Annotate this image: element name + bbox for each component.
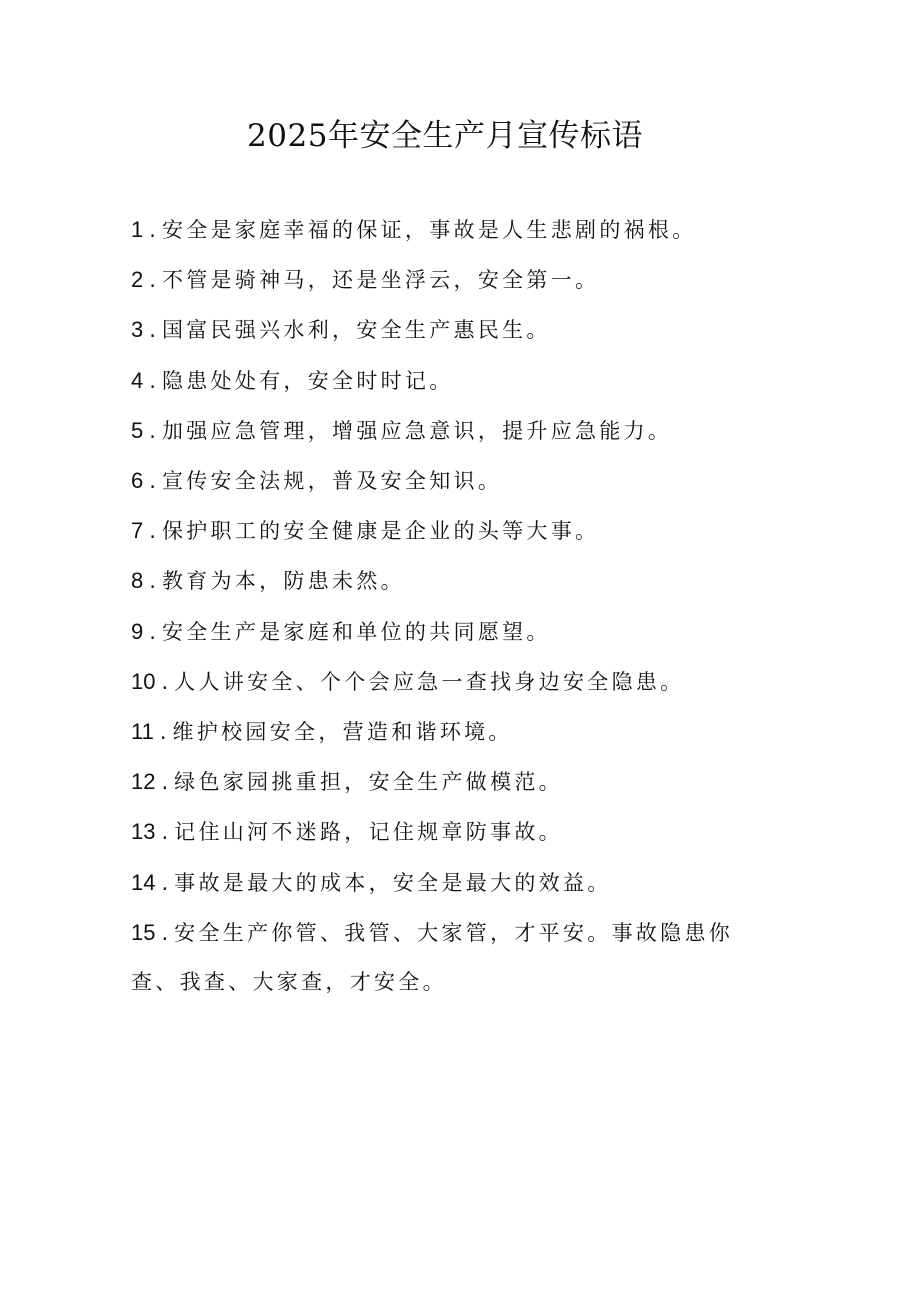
- slogan-item: [131, 858, 761, 908]
- slogan-item: [131, 356, 761, 406]
- slogan-separator: .: [149, 268, 156, 293]
- slogan-item: [131, 406, 761, 456]
- slogan-text: 不管是骑神马，还是坐浮云，安全第一。: [161, 268, 600, 293]
- slogan-text: 绿色家园挑重担，安全生产做模范。: [174, 770, 563, 795]
- slogan-item: [131, 707, 761, 757]
- slogan-text: 教育为本，防患未然。: [161, 569, 405, 594]
- slogan-separator: .: [161, 770, 169, 795]
- slogan-item: [131, 657, 761, 707]
- slogan-number: 11: [131, 719, 154, 745]
- slogan-separator: .: [159, 720, 167, 745]
- slogan-text: 保护职工的安全健康是企业的头等大事。: [161, 519, 600, 544]
- slogan-separator: .: [149, 469, 156, 494]
- slogan-text: 记住山河不迷路，记住规章防事故。: [174, 820, 563, 845]
- slogan-number: 4: [131, 367, 144, 393]
- slogan-item: [131, 506, 761, 556]
- slogan-number: 8: [131, 568, 144, 594]
- slogan-number: 5: [131, 417, 144, 443]
- slogan-separator: .: [149, 218, 156, 242]
- slogan-text: 人人讲安全、个个会应急一查找身边安全隐患。: [174, 669, 685, 694]
- slogan-item: [131, 908, 761, 1007]
- slogan-number: 3: [131, 317, 144, 343]
- slogan-item: [131, 757, 761, 807]
- slogan-item: [131, 556, 761, 606]
- slogan-item: [131, 456, 761, 506]
- slogan-item: [131, 255, 761, 305]
- slogan-number: 15: [131, 919, 156, 945]
- slogan-text: 事故是最大的成本，安全是最大的效益。: [174, 870, 612, 895]
- slogan-separator: .: [161, 870, 169, 895]
- slogan-number: 6: [131, 468, 144, 494]
- slogan-separator: .: [149, 418, 156, 443]
- document-title: 2025年安全生产月宣传标语: [247, 118, 643, 154]
- slogan-number: 2: [131, 267, 144, 293]
- slogan-separator: .: [161, 820, 169, 845]
- slogan-text: 隐患处处有，安全时时记。: [161, 368, 454, 393]
- slogan-separator: .: [161, 920, 169, 945]
- slogan-number: 13: [131, 819, 156, 845]
- slogan-separator: .: [149, 569, 156, 594]
- slogan-text: 宣传安全法规，普及安全知识。: [161, 469, 503, 494]
- slogan-text: 加强应急管理，增强应急意识，提升应急能力。: [161, 418, 673, 443]
- slogan-text: 维护校园安全，营造和谐环境。: [172, 720, 513, 745]
- slogan-text: 安全是家庭幸福的保证，事故是人生悲剧的祸根。: [161, 218, 697, 242]
- slogan-text: 国富民强兴水利，安全生产惠民生。: [161, 318, 551, 343]
- slogan-separator: .: [149, 619, 156, 644]
- slogan-separator: .: [149, 368, 156, 393]
- slogan-separator: .: [149, 318, 156, 343]
- slogan-number: 1: [131, 217, 144, 242]
- slogan-number: 10: [131, 668, 156, 694]
- slogan-separator: .: [161, 669, 169, 694]
- slogan-text: 安全生产是家庭和单位的共同愿望。: [161, 619, 551, 644]
- slogan-text: 安全生产你管、我管、大家管，才平安。事故隐患你查、我查、大家查，才安全。: [131, 920, 734, 995]
- slogan-number: 7: [131, 518, 144, 544]
- slogan-item: [131, 807, 761, 857]
- slogan-number: 9: [131, 618, 144, 644]
- slogan-separator: .: [149, 519, 156, 544]
- slogan-number: 12: [131, 769, 156, 795]
- slogan-list: [131, 205, 761, 1007]
- slogan-item: [131, 305, 761, 355]
- slogan-number: 14: [131, 869, 156, 895]
- slogan-item: [131, 607, 761, 657]
- slogan-item: [131, 205, 761, 255]
